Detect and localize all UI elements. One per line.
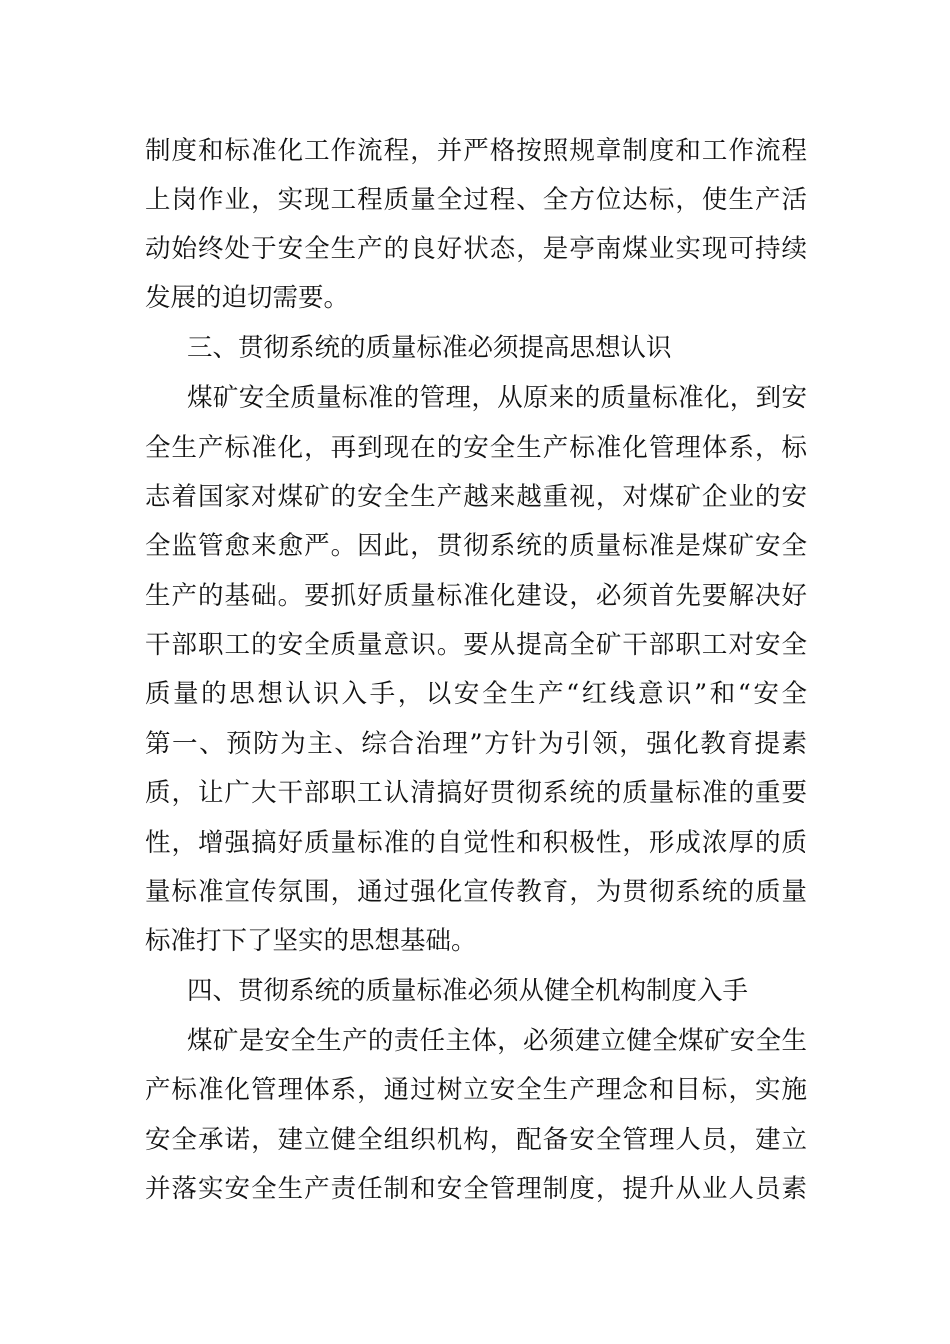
paragraph-line: 量标准宣传氛围，通过强化宣传教育，为贯彻系统的质量 [145, 877, 807, 907]
paragraph-line: 全监管愈来愈严。因此，贯彻系统的质量标准是煤矿安全 [145, 531, 807, 561]
paragraph-line: 标准打下了坚实的思想基础。 [145, 926, 477, 956]
section-heading: 三、贯彻系统的质量标准必须提高思想认识 [187, 333, 672, 363]
paragraph-line: 质量的思想认识入手，以安全生产“红线意识”和“安全 [145, 679, 807, 709]
paragraph-line: 并落实安全生产责任制和安全管理制度，提升从业人员素 [145, 1174, 807, 1204]
paragraph-line: 发展的迫切需要。 [145, 283, 350, 313]
paragraph-line: 第一、预防为主、综合治理”方针为引领，强化教育提素 [145, 729, 807, 759]
paragraph-line: 产标准化管理体系，通过树立安全生产理念和目标，实施 [145, 1075, 807, 1105]
paragraph-line: 干部职工的安全质量意识。要从提高全矿干部职工对安全 [145, 630, 807, 660]
paragraph-line: 全生产标准化，再到现在的安全生产标准化管理体系，标 [145, 433, 807, 463]
paragraph-line: 安全承诺，建立健全组织机构，配备安全管理人员，建立 [145, 1125, 807, 1155]
paragraph-line: 志着国家对煤矿的安全生产越来越重视，对煤矿企业的安 [145, 482, 807, 512]
paragraph-line: 性，增强搞好质量标准的自觉性和积极性，形成浓厚的质 [145, 828, 807, 858]
paragraph-line: 煤矿是安全生产的责任主体，必须建立健全煤矿安全生 [187, 1026, 807, 1056]
paragraph-line: 动始终处于安全生产的良好状态，是亭南煤业实现可持续 [145, 234, 807, 264]
paragraph-line: 上岗作业，实现工程质量全过程、全方位达标，使生产活 [145, 185, 807, 215]
paragraph-line: 质，让广大干部职工认清搞好贯彻系统的质量标准的重要 [145, 778, 807, 808]
paragraph-line: 生产的基础。要抓好质量标准化建设，必须首先要解决好 [145, 581, 807, 611]
paragraph-line: 煤矿安全质量标准的管理，从原来的质量标准化，到安 [187, 383, 807, 413]
section-heading: 四、贯彻系统的质量标准必须从健全机构制度入手 [187, 976, 749, 1006]
paragraph-line: 制度和标准化工作流程，并严格按照规章制度和工作流程 [145, 136, 807, 166]
